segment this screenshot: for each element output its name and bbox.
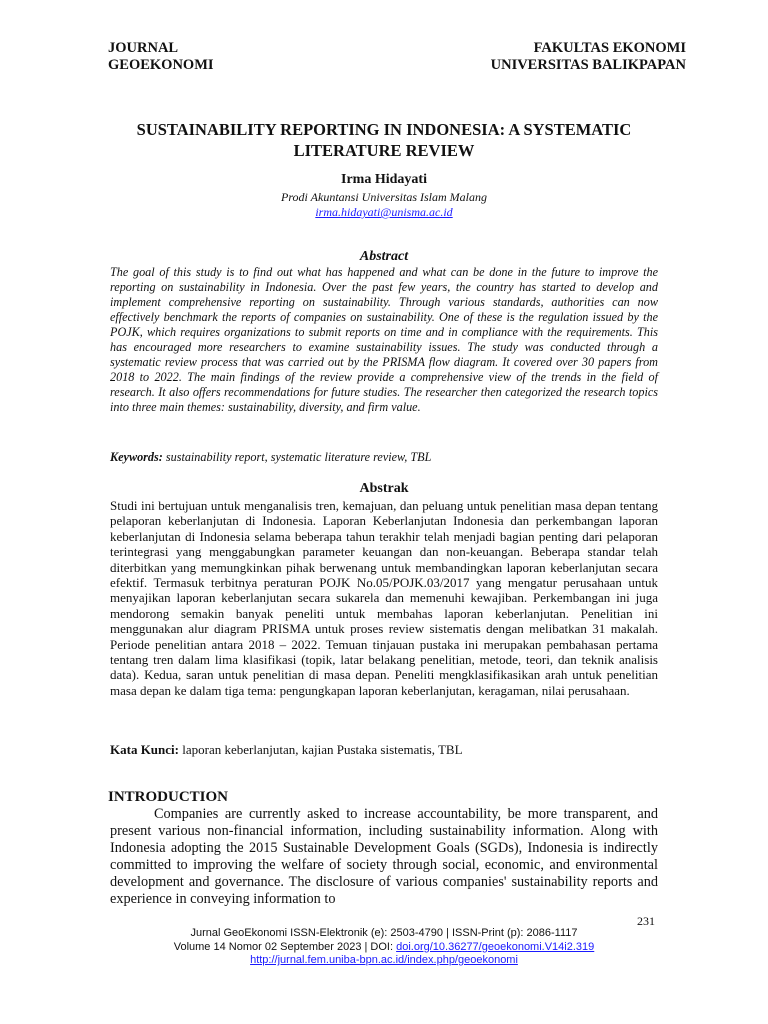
publisher-line1: FAKULTAS EKONOMI <box>533 40 686 56</box>
publisher-name <box>491 40 686 74</box>
journal-name-line2: GEOEKONOMI <box>108 57 214 73</box>
footer-volume-text: Volume 14 Nomor 02 September 2023 | DOI: <box>173 940 397 953</box>
kata-kunci-label: Kata Kunci: <box>110 742 179 757</box>
page-number: 231 <box>637 914 655 928</box>
keywords-line <box>110 450 658 465</box>
introduction-text: Companies are currently asked to increase accountability, be more transparent, and present various non-financial information, including sustainability information. Along with Indonesia adopting the 2015 Sustainable Development Goals (SGDs), Indonesia is indirectly committed to improving the welfare of society through social, economic, and environmental development and governance. The disclosure of various companies' sustainability reports and experience in conveying information to <box>110 806 658 907</box>
publisher-line2: UNIVERSITAS BALIKPAPAN <box>490 57 686 73</box>
doi-link[interactable]: doi.org/10.36277/geoekonomi.V14i2.319 <box>396 940 595 953</box>
paper-title-line2: LITERATURE REVIEW <box>293 141 475 160</box>
abstract-text: The goal of this study is to find out what has happened and what can be done in the future to improve the reporting on sustainability in Indonesia. Over the past few years, the country has started to develop and implement comprehensive reporting on sustainability. Through various standards, authorities can now effectively benchmark the reports of companies on sustainability. One of these is the regulation issued by the POJK, which requires organizations to submit reports on time and in compliance with the requirements. This has encouraged more researchers to examine sustainability issues. The study was conducted through a systematic review process that was carried out by the PRISMA flow diagram. It covered over 30 papers from 2018 to 2022. The main findings of the review provide a comprehensive view of the trends in the field of research. It also offers recommendations for future studies. The researcher then categorized the research topics into three main themes: sustainability, diversity, and firm value. <box>110 265 658 414</box>
footer-volume <box>0 941 768 955</box>
abstrak-heading: Abstrak <box>359 481 409 496</box>
paper-title-line1: SUSTAINABILITY REPORTING IN INDONESIA: A SYSTEMATIC <box>136 120 632 139</box>
keywords-label: Keywords: <box>110 450 163 464</box>
author-name: Irma Hidayati <box>341 172 427 187</box>
introduction-heading: INTRODUCTION <box>108 789 229 805</box>
journal-url-link[interactable]: http://jurnal.fem.uniba-bpn.ac.id/index.php/geoekonomi <box>250 954 518 966</box>
kata-kunci-text: laporan keberlanjutan, kajian Pustaka sistematis, TBL <box>178 742 463 757</box>
journal-name-line1: JOURNAL <box>108 40 179 56</box>
paper-title <box>100 119 668 161</box>
kata-kunci-line <box>110 742 658 758</box>
footer-issn: Jurnal GeoEkonomi ISSN-Elektronik (e): 2503-4790 | ISSN-Print (p): 2086-1117 <box>190 927 578 939</box>
author-email <box>0 205 768 220</box>
page-footer <box>0 927 768 968</box>
abstrak-text: Studi ini bertujuan untuk menganalisis tren, kemajuan, dan peluang untuk penelitian masa depan tentang pelaporan keberlanjutan di Indonesia. Laporan Keberlanjutan Indonesia dan perkembangan laporan keberlanjutan di Indonesia selama beberapa tahun terakhir telah menjadi bagian penting dari pelaporan terintegrasi yang menggabungkan parameter keuangan dan non-keuangan. Beberapa standar telah diterbitkan yang memungkinkan pihak berwenang untuk membandingkan laporan keberlanjutan secara efektif. Termasuk terbitnya peraturan POJK No.05/POJK.03/2017 yang mengatur perusahaan untuk menyajikan laporan keberlanjutan secara sukarela dan memenuhi kewajiban. Perkembangan ini juga mendorong semakin banyak peneliti untuk membahas laporan keberlanjutan. Penelitian ini menggunakan alur diagram PRISMA untuk proses review sistematis dengan melibatkan 31 makalah. Periode penelitian antara 2018 – 2022. Temuan tinjauan pustaka ini merupakan pembahasan pertama tentang tren dalam lima klasifikasi (topik, latar belakang penelitian, metode, teori, dan teknik analisis data). Kedua, saran untuk penelitian di masa depan. Peneliti mengklasifikasikan arah untuk penelitian masa depan ke dalam tiga tema: pengungkapan laporan keberlanjutan, keragaman, nilai perusahaan. <box>110 498 658 698</box>
author-affiliation: Prodi Akuntansi Universitas Islam Malang <box>281 190 487 204</box>
journal-name <box>108 40 214 74</box>
keywords-text: sustainability report, systematic literature review, TBL <box>162 450 432 464</box>
abstract-heading: Abstract <box>359 249 409 264</box>
author-email-link[interactable]: irma.hidayati@unisma.ac.id <box>315 205 453 219</box>
